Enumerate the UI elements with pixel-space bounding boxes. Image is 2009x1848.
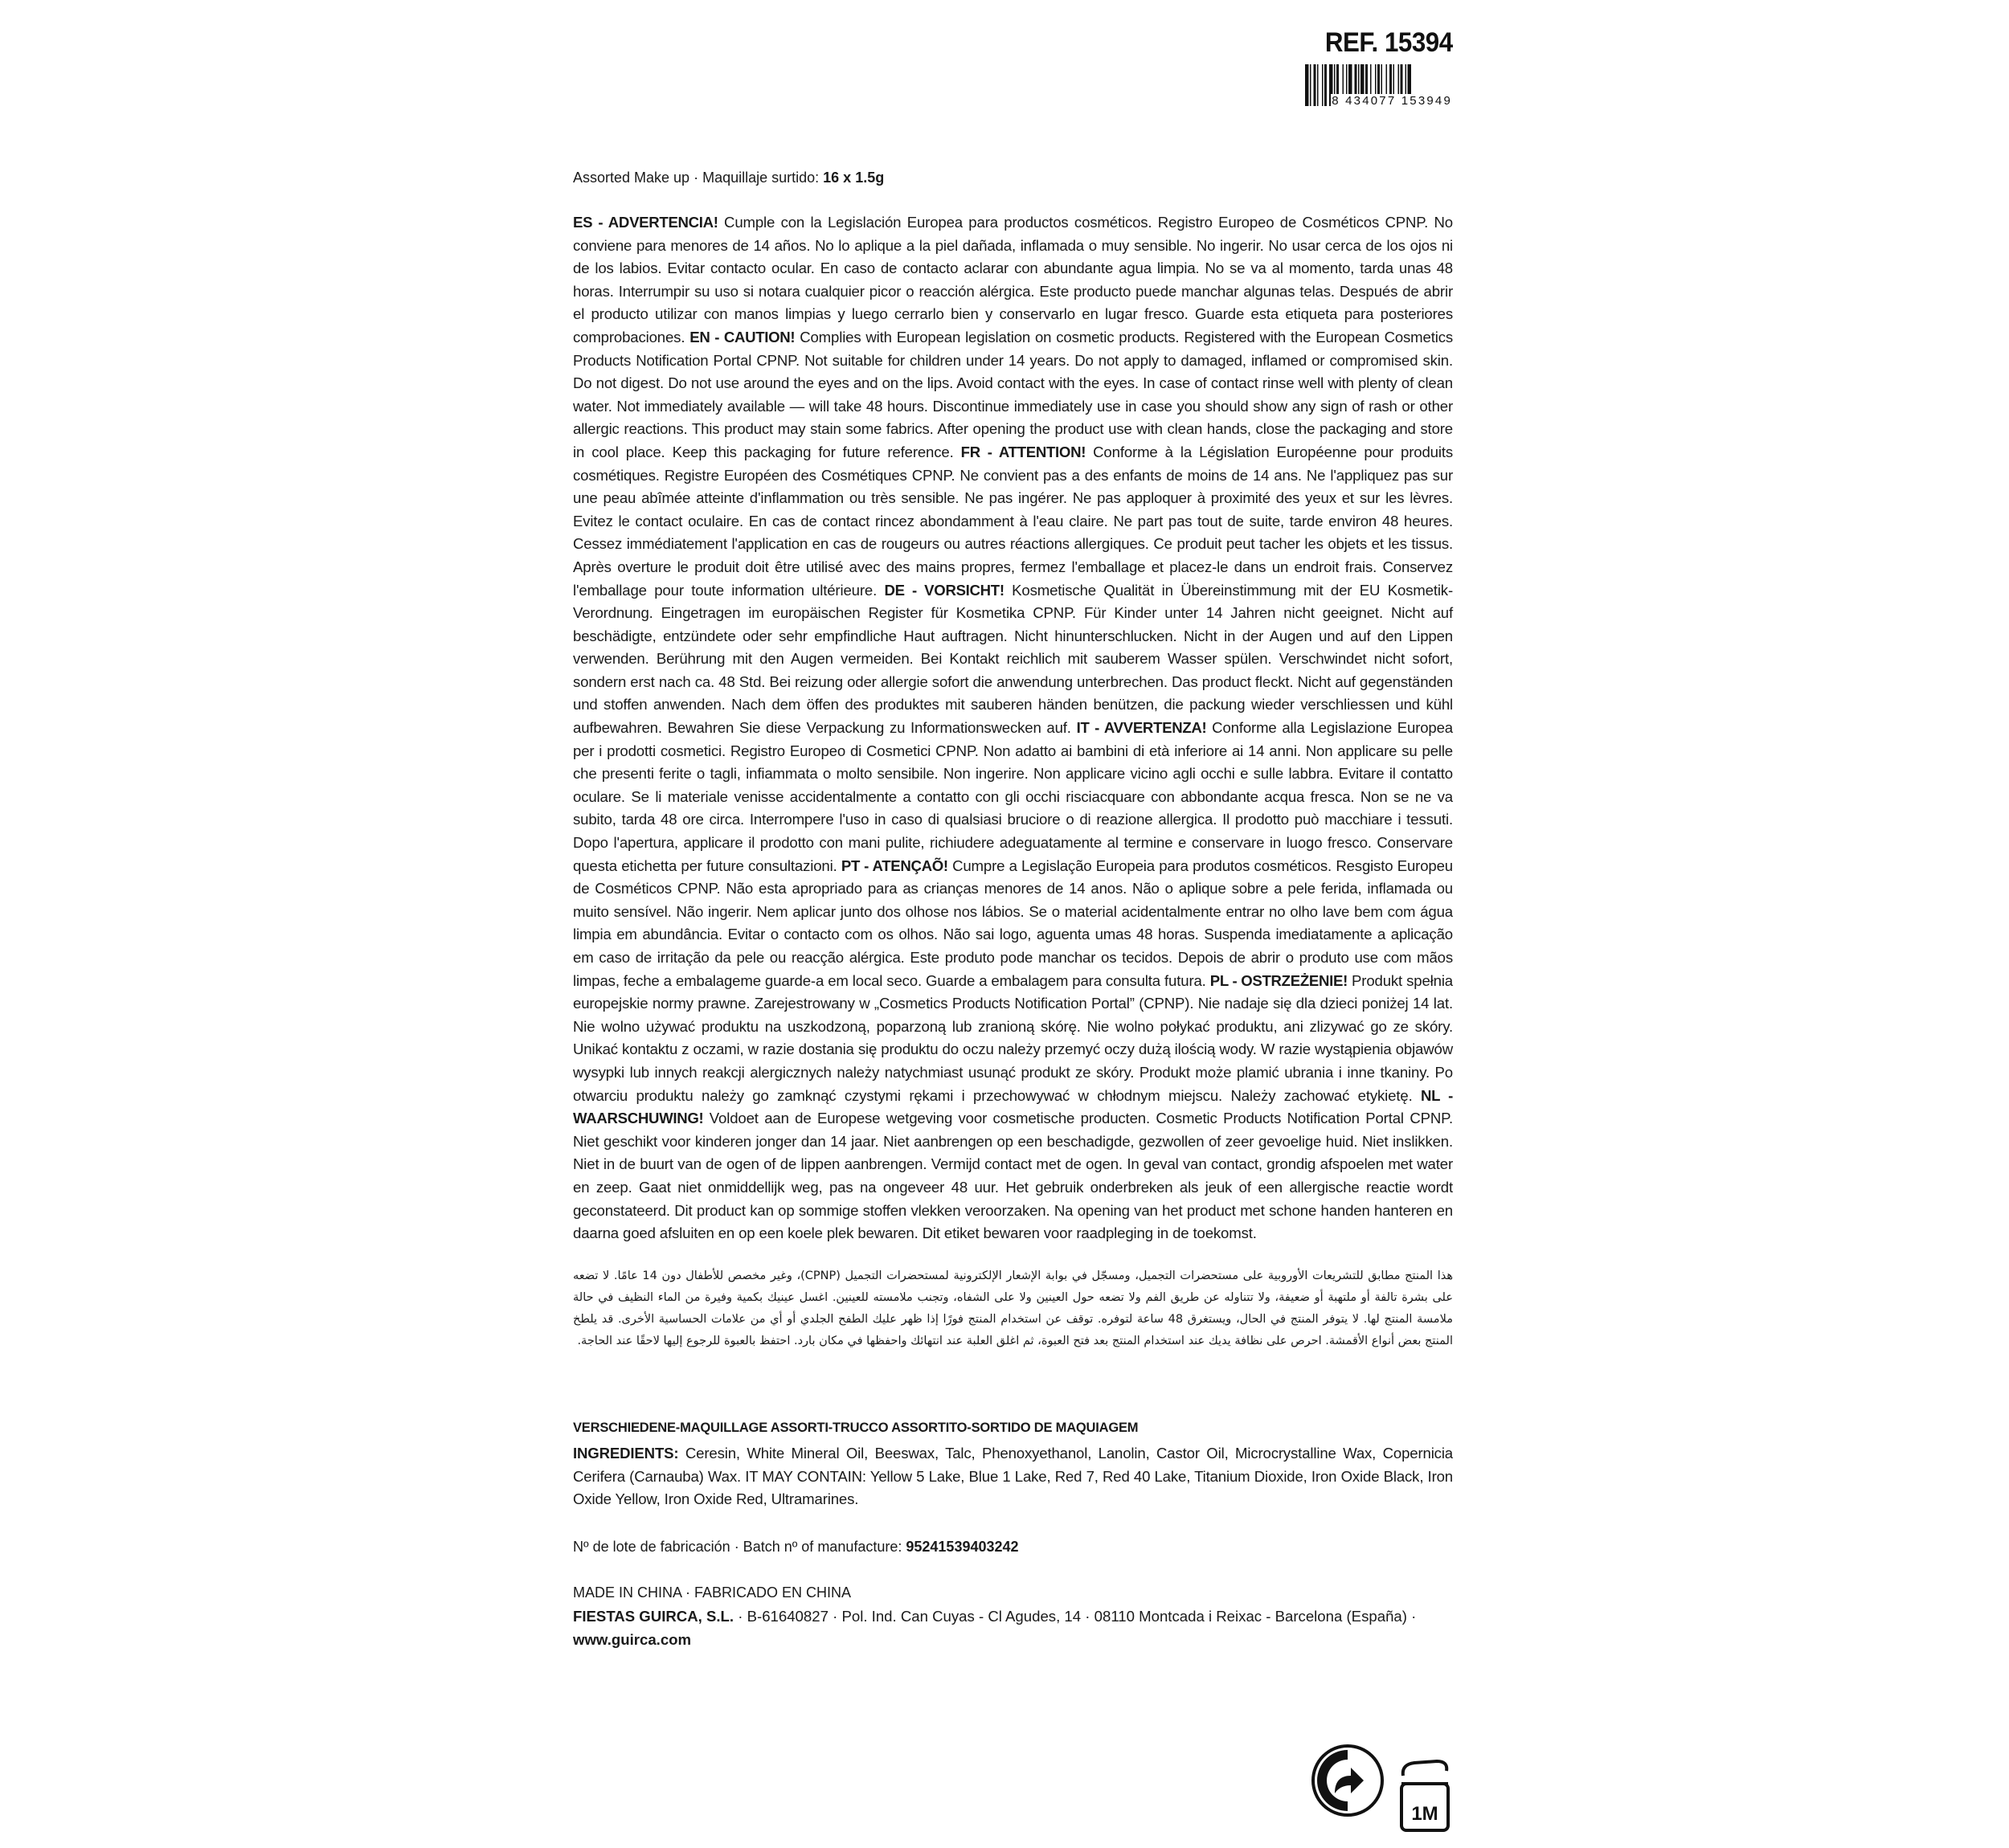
company-info — [573, 1605, 1453, 1651]
warning-text-nl: Voldoet aan de Europese wetgeving voor cosmetische producten. Cosmetic Products Notification Portal CPNP. Niet geschikt voor kinderen jonger dan 14 jaar. Niet aanbrengen op een beschadigde, gezwollen of zeer gevoelige huid. Niet inslikken. Niet in de buurt van de ogen of de lippen aanbrengen. Vermijd contact met de ogen. In geval van contact, grondig afspoelen met water en zeep. Gaat niet onmiddellijk weg, pas na ongeveer 48 uur. Het gebruik onderbreken als jeuk of een allergische reactie wordt geconstateerd. Dit product kan op sommige stoffen vlekken veroorzaken. Na opening van het product met schone handen hanteren en daarna goed afsluiten en op een koele plek bewaren. Dit etiket bewaren voor raadpleging in de toekomst. — [573, 1110, 1453, 1242]
company-name: FIESTAS GUIRCA, S.L. — [573, 1608, 734, 1625]
warning-heading-pl: PL - OSTRZEŻENIE! — [1209, 971, 1348, 989]
warning-heading-es: ES - ADVERTENCIA! — [573, 214, 718, 231]
warning-text-de: Kosmetische Qualität in Übereinstimmung mit der EU Kosmetik-Verordnung. Eingetragen im europäischen Register für Kosmetika CPNP. Für Kinder unter 14 Jahren nicht geeignet. Nicht auf beschädigte, entzündete oder sehr empfindliche Haut auftragen. Nicht hinunterschlucken. Nicht in der Augen und auf den Lippen verwenden. Berührung mit den Augen vermeiden. Bei Kontakt reichlich mit sauberem Wasser spülen. Verschwindet nicht sofort, sondern erst nach ca. 48 Std. Bei reizung oder allergie sofort die anwendung unterbrechen. Das product fleckt. Nicht auf gegenständen und stoffen anwenden. Nach dem öffen des produktes mit sauberen händen benützen, die packung wieder verschliessen und kühl aufbewahren. Bewahren Sie diese Verpackung zu Informationswecken auf. — [573, 581, 1453, 737]
batch-label: Nº de lote de fabricación · Batch nº of manufacture: — [573, 1539, 906, 1555]
warning-heading-pt: PT - ATENÇAÕ! — [841, 857, 948, 874]
warning-text-fr: Conforme à la Législation Européenne pour produits cosmétiques. Registre Européen des Cosmétiques CPNP. Ne convient pas a des enfants de moins de 14 ans. Ne l'appliquez pas sur une peau abîmée atteinte d'inflammation ou très sensible. Ne pas ingérer. Ne pas apploquer à proximité des yeux et sur les lèvres. Evitez le contact oculaire. En cas de contact rincez abondamment à l'eau claire. Ne part pas tout de suite, tarde environ 48 heures. Cessez immédiatement l'application en cas de rougeurs ou autres réactions allergiques. Ce produit peut tacher les objets et les tissus. Après overture le produit doit être utilisé avec des mains propres, fermez l'emballage et placez-le dans un endroit frais. Conservez l'emballage pour toute information ultérieure. — [573, 443, 1453, 599]
product-quantity: 16 x 1.5g — [823, 170, 885, 186]
batch-line — [573, 1539, 1019, 1556]
warnings-paragraph — [573, 211, 1453, 1245]
product-description — [573, 169, 884, 186]
company-website: www.guirca.com — [573, 1631, 692, 1648]
arabic-warning: هذا المنتج مطابق للتشريعات الأوروبية على مستحضرات التجميل، ومسجّل في بوابة الإشعار الإلكترونية لمستحضرات التجميل (CPNP)، وغير مخصص للأطفال دون 14 عامًا. لا تضعه على بشرة تالفة أو ملتهبة أو ضعيفة، ولا تتناوله عن طريق الفم ولا تضعه حول العينين ولا على الشفاه، وتجنب ملامسته للعينين. اغسل عينيك بكمية وفيرة من الماء النظيف في حالة ملامسة المنتج لها. لا يتوفر المنتج في الحال، ويستغرق 48 ساعة لتوفره. توقف عن استخدام المنتج فورًا إذا ظهر عليك الطفح الجلدي أو أي من علامات الحساسية الأخرى. قد يلطخ المنتج بعض أنواع الأقمشة. احرص على نظافة يديك عند استخدام المنتج بعد فتح العبوة، ثم اغلق العلبة عند انتهائك واحفظها في مكان بارد. احتفظ بالعبوة للرجوع إليها لاحقًا عند الحاجة. — [573, 1269, 1453, 1347]
warning-heading-de: DE - VORSICHT! — [884, 581, 1004, 599]
company-address: · B-61640827 · Pol. Ind. Can Cuyas - Cl Agudes, 14 · 08110 Montcada i Reixac - Barcelona (España) · — [734, 1608, 1417, 1625]
warning-text-it: Conforme alla Legislazione Europea per i prodotti cosmetici. Registro Europeo di Cosmetici CPNP. Non adatto ai bambini di età inferiore ai 14 anni. Non applicare su pelle che presenti ferite o tagli, infiammata o molto sensibile. Non ingerire. Non applicare vicino agli occhi e sulle labbra. Evitare il contatto oculare. Se li materiale venisse accidentalmente a contatto con gli occhi risciacquare con abbondante acqua fresca. Non se ne va subito, tarda 48 ore circa. Interrompere l'uso in caso di qualsiasi bruciore o di reazione allergica. Il prodotto può macchiare i tessuti. Dopo l'apertura, applicare il prodotto con mani pulite, richiudere adeguatamente al termine e conservare in luogo fresco. Conservare questa etichetta per future consultazioni. — [573, 719, 1454, 874]
green-dot-icon — [1311, 1744, 1385, 1817]
warning-heading-fr: FR - ATTENTION! — [960, 443, 1086, 460]
product-names-line: VERSCHIEDENE-MAQUILLAGE ASSORTI-TRUCCO ASSORTITO-SORTIDO DE MAQUIAGEM — [573, 1421, 1139, 1435]
ingredients — [573, 1442, 1453, 1511]
product-description-text: Assorted Make up · Maquillaje surtido: — [573, 170, 824, 186]
warning-text-es: Cumple con la Legislación Europea para productos cosméticos. Registro Europeo de Cosméticos CPNP. No conviene para menores de 14 años. No lo aplique a la piel dañada, inflamada o muy sensible. No ingerir. No usar cerca de los ojos ni de los labios. Evitar contacto ocular. En caso de contacto aclarar con abundante agua limpia. No se va al momento, tarda unas 48 horas. Interrumpir su uso si notara cualquier picor o reacción alérgica. Este producto puede manchar algunas telas. Después de abrir el producto utilizar con manos limpias y luego cerrarlo bien y conservarlo en lugar fresco. Guarde esta etiqueta para posteriores comprobaciones. — [573, 214, 1453, 345]
warning-heading-nl: NL - WAARSCHUWING! — [573, 1086, 1454, 1127]
ingredients-heading: INGREDIENTS: — [573, 1445, 679, 1462]
open-jar-pao-icon — [1397, 1760, 1453, 1834]
warning-text-pt: Cumpre a Legislação Europeia para produtos cosméticos. Resgisto Europeu de Cosméticos CPNP. Não esta apropriado para as crianças menores de 14 anos. Não o aplique sobre a pele ferida, inflamada ou muito sensível. Não ingerir. Nem aplicar junto dos olhose nos lábios. Se o material acidentalmente entrar no olho lave bem com água limpia em abundância. Evitar o contacto com os olhos. Não sai logo, aguenta umas 48 horas. Suspenda imediatamente a aplicação em caso de irritação da pele ou reacção alérgica. Este produto pode manchar os tecidos. Depois de abrir o produto use com mãos limpas, feche a embalageme guarde-a em local seco. Guarde a embalagem para consulta futura. — [573, 857, 1453, 989]
product-label — [573, 0, 1453, 1848]
warning-heading-en: EN - CAUTION! — [689, 328, 796, 345]
ingredients-text: Ceresin, White Mineral Oil, Beeswax, Talc, Phenoxyethanol, Lanolin, Castor Oil, Microcrystalline Wax, Copernicia Cerifera (Carnauba) Wax. IT MAY CONTAIN: Yellow 5 Lake, Blue 1 Lake, Red 7, Red 40 Lake, Titanium Dioxide, Iron Oxide Black, Iron Oxide Yellow, Iron Oxide Red, Ultramarines. — [573, 1445, 1453, 1508]
batch-number: 95241539403242 — [906, 1539, 1019, 1555]
reference-number: REF. 15394 — [1325, 27, 1453, 58]
warning-text-en: Complies with European legislation on cosmetic products. Registered with the European Cosmetics Products Notification Portal CPNP. Not suitable for children under 14 years. Do not apply to damaged, inflamed or compromised skin. Do not digest. Do not use around the eyes and on the lips. Avoid contact with the eyes. In case of contact rinse well with plenty of clean water. Not immediately available — will take 48 hours. Discontinue immediately use in case you should show any sign of rash or other allergic reactions. This product may stain some fabrics. After opening the product use with clean hands, close the packaging and store in cool place. Keep this packaging for future reference. — [573, 328, 1454, 460]
warning-text-pl: Produkt spełnia europejskie normy prawne. Zarejestrowany w „Cosmetics Products Notification Portal” (CPNP). Nie nadaje się dla dzieci poniżej 14 lat. Nie wolno używać produktu na uszkodzoną, poparzoną lub zranioną skórę. Nie wolno połykać produktu, ani zlizywać go ze skóry. Unikać kontaktu z oczami, w razie dostania się produktu do oczu należy przemyć oczy dużą ilością wody. W razie wystąpienia objawów wysypki lub innych reakcji alergicznych należy natychmiast usunąć produkt ze skóry. Produkt może plamić ubrania i inne tkaniny. Po otwarciu produktu należy go zamknąć czystymi rękami i przechowywać w chłodnym miejscu. Należy zachować etykietę. — [573, 971, 1453, 1104]
barcode-number: 8 434077 153949 — [1332, 94, 1452, 108]
pao-label: 1M — [1411, 1803, 1438, 1825]
warning-heading-it: IT - AVVERTENZA! — [1076, 719, 1207, 737]
made-in: MADE IN CHINA · FABRICADO EN CHINA — [573, 1584, 852, 1601]
